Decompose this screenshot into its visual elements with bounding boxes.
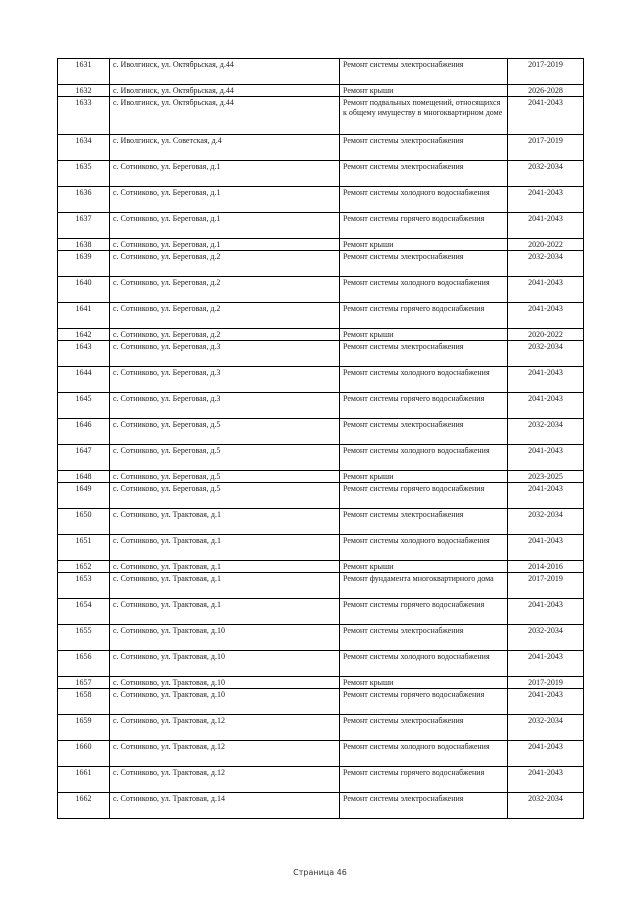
table-row — [58, 59, 584, 85]
table-row — [58, 689, 584, 715]
row-number: 1633 — [58, 97, 110, 135]
row-period: 2032-2034 — [508, 341, 584, 367]
repair-schedule-table — [57, 58, 584, 819]
row-period: 2041-2043 — [508, 599, 584, 625]
row-period: 2041-2043 — [508, 213, 584, 239]
table-row — [58, 483, 584, 509]
table-row — [58, 625, 584, 651]
row-number: 1657 — [58, 677, 110, 689]
table-row — [58, 393, 584, 419]
row-number: 1637 — [58, 213, 110, 239]
row-address: с. Сотниково, ул. Трактовая, д.1 — [110, 599, 340, 625]
row-period: 2023-2025 — [508, 471, 584, 483]
table-row — [58, 535, 584, 561]
row-work-type: Ремонт системы холодного водоснабжения — [340, 445, 508, 471]
row-period: 2032-2034 — [508, 251, 584, 277]
row-number: 1658 — [58, 689, 110, 715]
table-row — [58, 303, 584, 329]
row-work-type: Ремонт системы электроснабжения — [340, 161, 508, 187]
row-work-type: Ремонт системы горячего водоснабжения — [340, 599, 508, 625]
table-row — [58, 341, 584, 367]
row-address: с. Сотниково, ул. Трактовая, д.12 — [110, 715, 340, 741]
row-address: с. Сотниково, ул. Трактовая, д.1 — [110, 509, 340, 535]
row-period: 2020-2022 — [508, 329, 584, 341]
row-period: 2041-2043 — [508, 741, 584, 767]
row-number: 1638 — [58, 239, 110, 251]
row-address: с. Сотниково, ул. Береговая, д.5 — [110, 445, 340, 471]
row-work-type: Ремонт крыши — [340, 329, 508, 341]
row-number: 1655 — [58, 625, 110, 651]
table-body — [58, 59, 584, 819]
row-period: 2041-2043 — [508, 767, 584, 793]
table-row — [58, 251, 584, 277]
row-period: 2032-2034 — [508, 419, 584, 445]
row-work-type: Ремонт системы горячего водоснабжения — [340, 213, 508, 239]
row-period: 2026-2028 — [508, 85, 584, 97]
row-period: 2041-2043 — [508, 483, 584, 509]
row-address: с. Иволгинск, ул. Советская, д.4 — [110, 135, 340, 161]
row-address: с. Иволгинск, ул. Октябрьская, д.44 — [110, 85, 340, 97]
row-period: 2032-2034 — [508, 509, 584, 535]
row-work-type: Ремонт системы электроснабжения — [340, 341, 508, 367]
row-number: 1654 — [58, 599, 110, 625]
row-work-type: Ремонт системы холодного водоснабжения — [340, 367, 508, 393]
table-row — [58, 213, 584, 239]
row-address: с. Сотниково, ул. Береговая, д.3 — [110, 341, 340, 367]
row-work-type: Ремонт системы горячего водоснабжения — [340, 689, 508, 715]
row-address: с. Сотниково, ул. Береговая, д.5 — [110, 471, 340, 483]
row-address: с. Сотниково, ул. Береговая, д.1 — [110, 187, 340, 213]
row-number: 1645 — [58, 393, 110, 419]
row-number: 1646 — [58, 419, 110, 445]
row-number: 1650 — [58, 509, 110, 535]
row-number: 1659 — [58, 715, 110, 741]
row-work-type: Ремонт системы электроснабжения — [340, 625, 508, 651]
row-work-type: Ремонт крыши — [340, 677, 508, 689]
row-address: с. Сотниково, ул. Береговая, д.2 — [110, 277, 340, 303]
row-period: 2032-2034 — [508, 161, 584, 187]
table-row — [58, 573, 584, 599]
row-address: с. Сотниково, ул. Береговая, д.5 — [110, 419, 340, 445]
row-period: 2041-2043 — [508, 651, 584, 677]
row-work-type: Ремонт системы холодного водоснабжения — [340, 535, 508, 561]
table-row — [58, 85, 584, 97]
page-number: Страница 46 — [293, 868, 347, 877]
row-address: с. Сотниково, ул. Береговая, д.3 — [110, 393, 340, 419]
row-number: 1647 — [58, 445, 110, 471]
row-address: с. Сотниково, ул. Трактовая, д.10 — [110, 689, 340, 715]
row-address: с. Иволгинск, ул. Октябрьская, д.44 — [110, 97, 340, 135]
row-number: 1648 — [58, 471, 110, 483]
row-period: 2041-2043 — [508, 689, 584, 715]
row-period: 2041-2043 — [508, 535, 584, 561]
row-address: с. Сотниково, ул. Береговая, д.1 — [110, 161, 340, 187]
row-work-type: Ремонт системы электроснабжения — [340, 59, 508, 85]
row-address: с. Сотниково, ул. Трактовая, д.1 — [110, 573, 340, 599]
row-work-type: Ремонт крыши — [340, 85, 508, 97]
row-number: 1653 — [58, 573, 110, 599]
row-address: с. Сотниково, ул. Береговая, д.2 — [110, 251, 340, 277]
row-number: 1640 — [58, 277, 110, 303]
row-work-type: Ремонт системы электроснабжения — [340, 251, 508, 277]
row-work-type: Ремонт фундамента многоквартирного дома — [340, 573, 508, 599]
row-work-type: Ремонт системы холодного водоснабжения — [340, 741, 508, 767]
row-address: с. Сотниково, ул. Трактовая, д.1 — [110, 561, 340, 573]
table-row — [58, 367, 584, 393]
row-work-type: Ремонт крыши — [340, 239, 508, 251]
row-period: 2041-2043 — [508, 445, 584, 471]
row-address: с. Сотниково, ул. Трактовая, д.1 — [110, 535, 340, 561]
row-period: 2017-2019 — [508, 573, 584, 599]
row-period: 2017-2019 — [508, 59, 584, 85]
table-row — [58, 561, 584, 573]
row-number: 1642 — [58, 329, 110, 341]
table-row — [58, 599, 584, 625]
row-period: 2017-2019 — [508, 135, 584, 161]
table-row — [58, 161, 584, 187]
row-work-type: Ремонт системы горячего водоснабжения — [340, 767, 508, 793]
row-number: 1631 — [58, 59, 110, 85]
row-number: 1634 — [58, 135, 110, 161]
table-row — [58, 677, 584, 689]
row-work-type: Ремонт системы горячего водоснабжения — [340, 483, 508, 509]
row-period: 2032-2034 — [508, 715, 584, 741]
row-work-type: Ремонт крыши — [340, 561, 508, 573]
row-address: с. Сотниково, ул. Береговая, д.2 — [110, 329, 340, 341]
row-period: 2041-2043 — [508, 303, 584, 329]
row-number: 1661 — [58, 767, 110, 793]
row-address: с. Сотниково, ул. Трактовая, д.12 — [110, 767, 340, 793]
row-period: 2032-2034 — [508, 793, 584, 819]
repair-schedule-page — [57, 58, 583, 819]
row-period: 2041-2043 — [508, 277, 584, 303]
row-work-type: Ремонт системы электроснабжения — [340, 419, 508, 445]
row-number: 1652 — [58, 561, 110, 573]
row-address: с. Иволгинск, ул. Октябрьская, д.44 — [110, 59, 340, 85]
table-row — [58, 715, 584, 741]
row-work-type: Ремонт системы холодного водоснабжения — [340, 651, 508, 677]
row-period: 2041-2043 — [508, 367, 584, 393]
row-number: 1649 — [58, 483, 110, 509]
row-address: с. Сотниково, ул. Трактовая, д.10 — [110, 651, 340, 677]
row-address: с. Сотниково, ул. Трактовая, д.10 — [110, 677, 340, 689]
row-address: с. Сотниково, ул. Береговая, д.1 — [110, 213, 340, 239]
row-number: 1632 — [58, 85, 110, 97]
row-address: с. Сотниково, ул. Трактовая, д.12 — [110, 741, 340, 767]
row-address: с. Сотниково, ул. Береговая, д.2 — [110, 303, 340, 329]
row-number: 1644 — [58, 367, 110, 393]
row-address: с. Сотниково, ул. Береговая, д.3 — [110, 367, 340, 393]
row-number: 1656 — [58, 651, 110, 677]
row-work-type: Ремонт системы электроснабжения — [340, 135, 508, 161]
row-period: 2017-2019 — [508, 677, 584, 689]
row-work-type: Ремонт системы холодного водоснабжения — [340, 187, 508, 213]
row-number: 1635 — [58, 161, 110, 187]
table-row — [58, 187, 584, 213]
row-period: 2041-2043 — [508, 187, 584, 213]
row-address: с. Сотниково, ул. Береговая, д.5 — [110, 483, 340, 509]
row-number: 1662 — [58, 793, 110, 819]
row-work-type: Ремонт системы горячего водоснабжения — [340, 303, 508, 329]
table-row — [58, 471, 584, 483]
row-work-type: Ремонт системы холодного водоснабжения — [340, 277, 508, 303]
row-number: 1660 — [58, 741, 110, 767]
table-row — [58, 767, 584, 793]
row-work-type: Ремонт крыши — [340, 471, 508, 483]
row-address: с. Сотниково, ул. Трактовая, д.14 — [110, 793, 340, 819]
row-period: 2014-2016 — [508, 561, 584, 573]
row-period: 2041-2043 — [508, 393, 584, 419]
row-work-type: Ремонт системы электроснабжения — [340, 793, 508, 819]
table-row — [58, 97, 584, 135]
table-row — [58, 445, 584, 471]
table-row — [58, 329, 584, 341]
row-period: 2020-2022 — [508, 239, 584, 251]
row-period: 2032-2034 — [508, 625, 584, 651]
table-row — [58, 239, 584, 251]
table-row — [58, 135, 584, 161]
row-address: с. Сотниково, ул. Береговая, д.1 — [110, 239, 340, 251]
row-work-type: Ремонт подвальных помещений, относящихся к общему имуществу в многоквартирном доме — [340, 97, 508, 135]
row-period: 2041-2043 — [508, 97, 584, 135]
row-address: с. Сотниково, ул. Трактовая, д.10 — [110, 625, 340, 651]
row-number: 1639 — [58, 251, 110, 277]
table-row — [58, 277, 584, 303]
table-row — [58, 651, 584, 677]
table-row — [58, 741, 584, 767]
row-work-type: Ремонт системы электроснабжения — [340, 509, 508, 535]
row-number: 1636 — [58, 187, 110, 213]
row-work-type: Ремонт системы электроснабжения — [340, 715, 508, 741]
table-row — [58, 793, 584, 819]
table-row — [58, 419, 584, 445]
row-number: 1643 — [58, 341, 110, 367]
row-work-type: Ремонт системы горячего водоснабжения — [340, 393, 508, 419]
row-number: 1641 — [58, 303, 110, 329]
table-row — [58, 509, 584, 535]
row-number: 1651 — [58, 535, 110, 561]
